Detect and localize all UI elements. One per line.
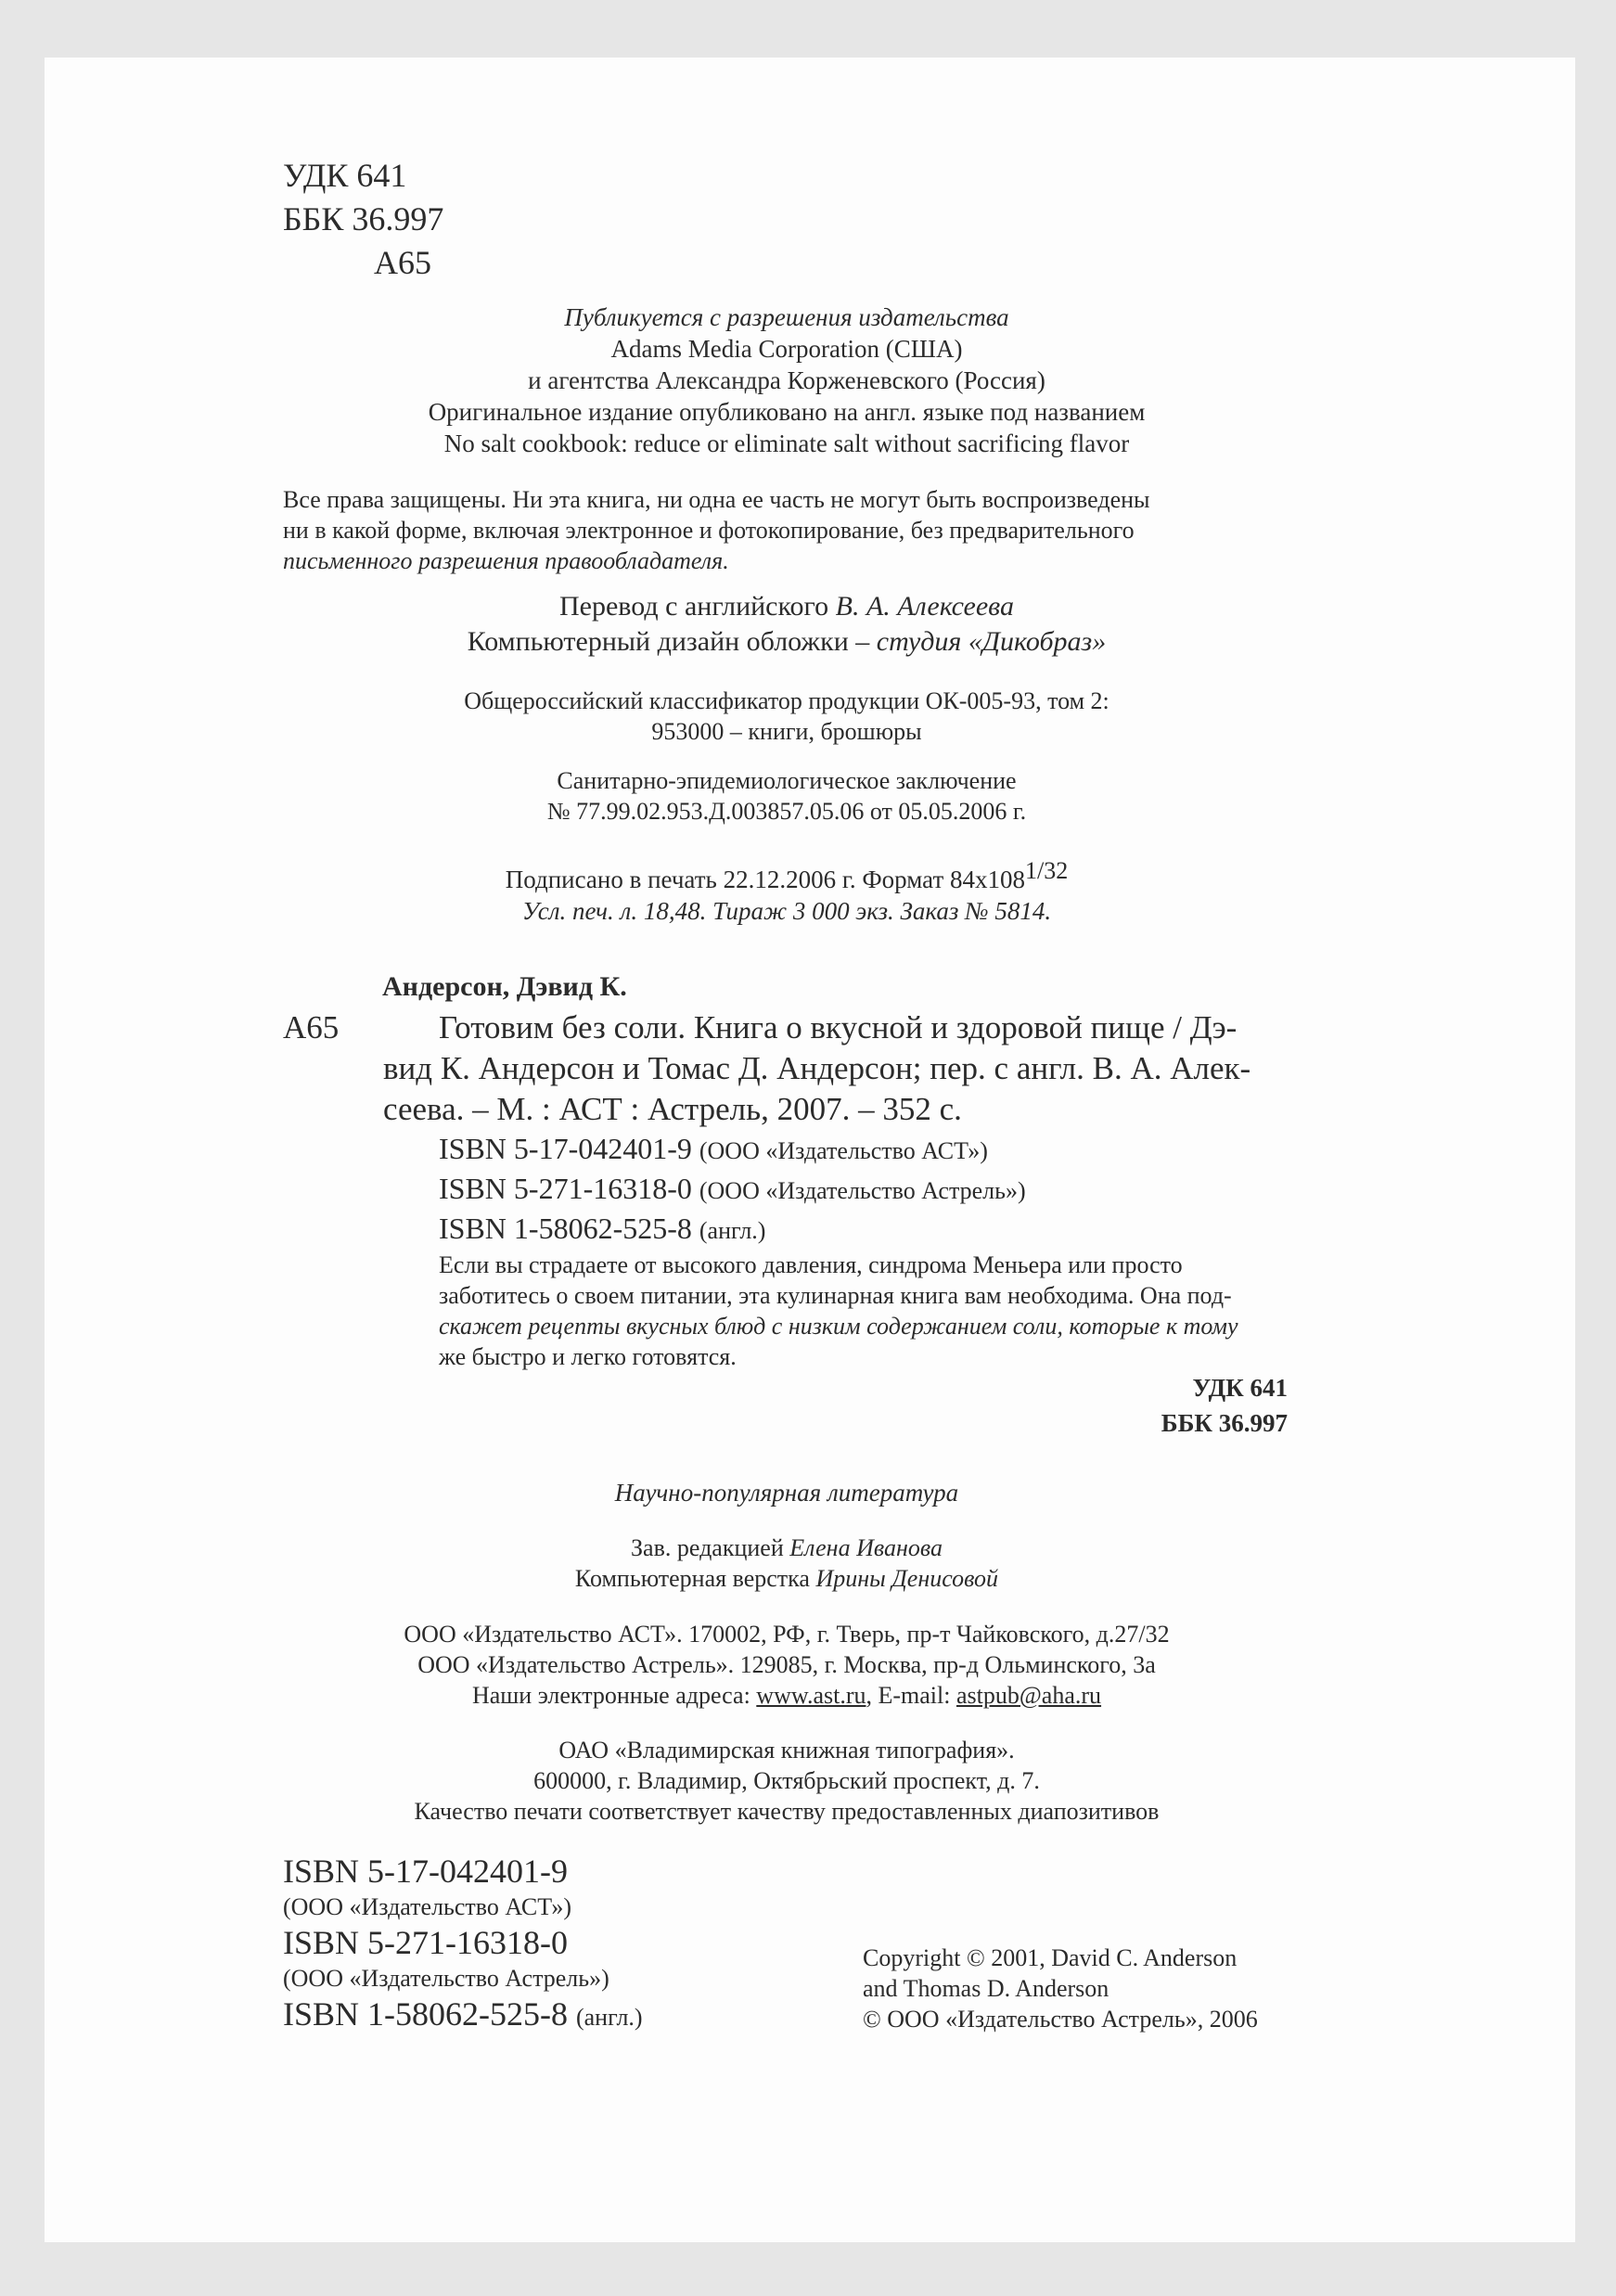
classifier-block — [276, 686, 1297, 747]
rights-block — [283, 484, 1150, 576]
classifier-line: Общероссийский классификатор продукции ОК-005-93, том 2: — [464, 687, 1109, 714]
permission-line: и агентства Александра Корженевского (Россия) — [528, 366, 1045, 394]
bottom-isbn: ISBN 5-271-16318-0 — [283, 1924, 568, 1961]
annotation-block — [439, 1250, 1238, 1372]
isbn-list — [439, 1130, 1026, 1250]
translation-credit: Перевод с английского В. А. Алексеева — [558, 591, 1015, 622]
title-line: вид К. Андерсон и Томас Д. Андерсон; пер. с англ. В. А. Алек- — [383, 1050, 1251, 1086]
copyright-block — [863, 1943, 1258, 2034]
classifier-line: 953000 – книги, брошюры — [651, 718, 922, 745]
editors-block — [276, 1533, 1297, 1594]
editor-line: Зав. редакцией Елена Иванова — [631, 1534, 943, 1561]
bib-udk: УДК 641 — [1192, 1374, 1288, 1402]
copyright-line: and Thomas D. Anderson — [863, 1975, 1109, 2002]
designer-name: студия «Дикобраз» — [876, 626, 1107, 657]
printer-block — [276, 1735, 1297, 1827]
bottom-isbn: ISBN 5-17-042401-9 — [283, 1853, 568, 1890]
isbn-item: ISBN 5-271-16318-0 (ООО «Издательство Астрель») — [439, 1172, 1026, 1205]
permission-line: Публикуется с разрешения издательства — [564, 303, 1009, 331]
printer-line: Качество печати соответствует качеству предоставленных диапозитивов — [414, 1798, 1160, 1825]
author-mark: А65 — [374, 244, 431, 281]
format-fraction: 1/32 — [1025, 857, 1069, 884]
print-format-line: Подписано в печать 22.12.2006 г. Формат $84х108^{1/32}$ — [505, 857, 1069, 893]
print-run-line: Усл. печ. л. 18,48. Тираж 3 000 экз. Заказ № 5814. — [521, 897, 1052, 925]
bbk-code: ББК 36.997 — [283, 200, 444, 237]
book-title-block — [383, 1007, 1251, 1130]
permission-line: Оригинальное издание опубликовано на англ. языке под названием — [428, 398, 1146, 426]
title-line: Готовим без соли. Книга о вкусной и здоровой пище / Дэ- — [439, 1009, 1238, 1045]
credits-block — [276, 589, 1297, 660]
rights-line: ни в какой форме, включая электронное и фотокопирование, без предварительного — [283, 517, 1135, 544]
layout-line: Компьютерная верстка Ирины Денисовой — [574, 1565, 999, 1592]
rights-line: письменного разрешения правообладателя. — [283, 547, 729, 574]
copyright-line: © ООО «Издательство Астрель», 2006 — [863, 2006, 1258, 2033]
bib-mark: А65 — [283, 1009, 340, 1045]
print-info-block — [276, 855, 1297, 927]
title-line: сеева. – М. : АСТ : Астрель, 2007. – 352 с. — [383, 1091, 962, 1127]
annotation-line: заботитесь о своем питании, эта кулинарная книга вам необходима. Она под- — [439, 1282, 1232, 1309]
translator-name: В. А. Алексеева — [835, 591, 1015, 622]
genre: Научно-популярная литература — [614, 1479, 959, 1507]
book-author: Андерсон, Дэвид К. — [382, 971, 627, 1002]
annotation-line: же быстро и легко готовятся. — [439, 1343, 737, 1370]
bottom-isbn-block — [283, 1851, 643, 2038]
website-link[interactable]: www.ast.ru — [756, 1682, 866, 1709]
printer-line: ОАО «Владимирская книжная типография». — [558, 1737, 1015, 1764]
document-page — [45, 58, 1575, 2242]
copyright-line: Copyright © 2001, David C. Anderson — [863, 1944, 1238, 1971]
contacts-line: Наши электронные адреса: www.ast.ru, E-mail: astpub@aha.ru — [471, 1682, 1102, 1709]
annotation-line: Если вы страдаете от высокого давления, синдрома Меньера или просто — [439, 1251, 1183, 1278]
email-link[interactable]: astpub@aha.ru — [955, 1682, 1102, 1709]
bottom-isbn-publisher: (ООО «Издательство АСТ») — [283, 1893, 572, 1920]
rights-line: Все права защищены. Ни эта книга, ни одна ее часть не могут быть воспроизведены — [283, 486, 1150, 513]
publisher-line: ООО «Издательство АСТ». 170002, РФ, г. Тверь, пр-т Чайковского, д.27/32 — [404, 1621, 1170, 1648]
publisher-line: ООО «Издательство Астрель». 129085, г. Москва, пр-д Ольминского, 3а — [417, 1651, 1156, 1678]
permission-line: Adams Media Corporation (США) — [610, 335, 963, 363]
permission-block — [276, 301, 1297, 459]
design-credit: Компьютерный дизайн обложки – студия «Дикобраз» — [467, 626, 1107, 657]
isbn-item: ISBN 5-17-042401-9 (ООО «Издательство АСТ») — [439, 1132, 988, 1165]
sanitary-block — [276, 765, 1297, 827]
publishers-block — [276, 1619, 1297, 1711]
sanitary-line: Санитарно-эпидемиологическое заключение — [557, 767, 1017, 794]
permission-line: No salt cookbook: reduce or eliminate salt without sacrificing flavor — [443, 430, 1130, 457]
bib-bbk: ББК 36.997 — [1161, 1409, 1288, 1437]
bottom-isbn-publisher: (ООО «Издательство Астрель») — [283, 1965, 609, 1992]
annotation-line: скажет рецепты вкусных блюд с низким содержанием соли, которые к тому — [439, 1313, 1238, 1340]
printer-line: 600000, г. Владимир, Октябрьский проспект, д. 7. — [533, 1767, 1040, 1794]
isbn-item: ISBN 1-58062-525-8 (англ.) — [439, 1212, 766, 1245]
udk-code: УДК 641 — [283, 157, 407, 194]
sanitary-line: № 77.99.02.953.Д.003857.05.06 от 05.05.2006 г. — [546, 798, 1027, 825]
bottom-isbn: ISBN 1-58062-525-8 (англ.) — [283, 1995, 643, 2033]
